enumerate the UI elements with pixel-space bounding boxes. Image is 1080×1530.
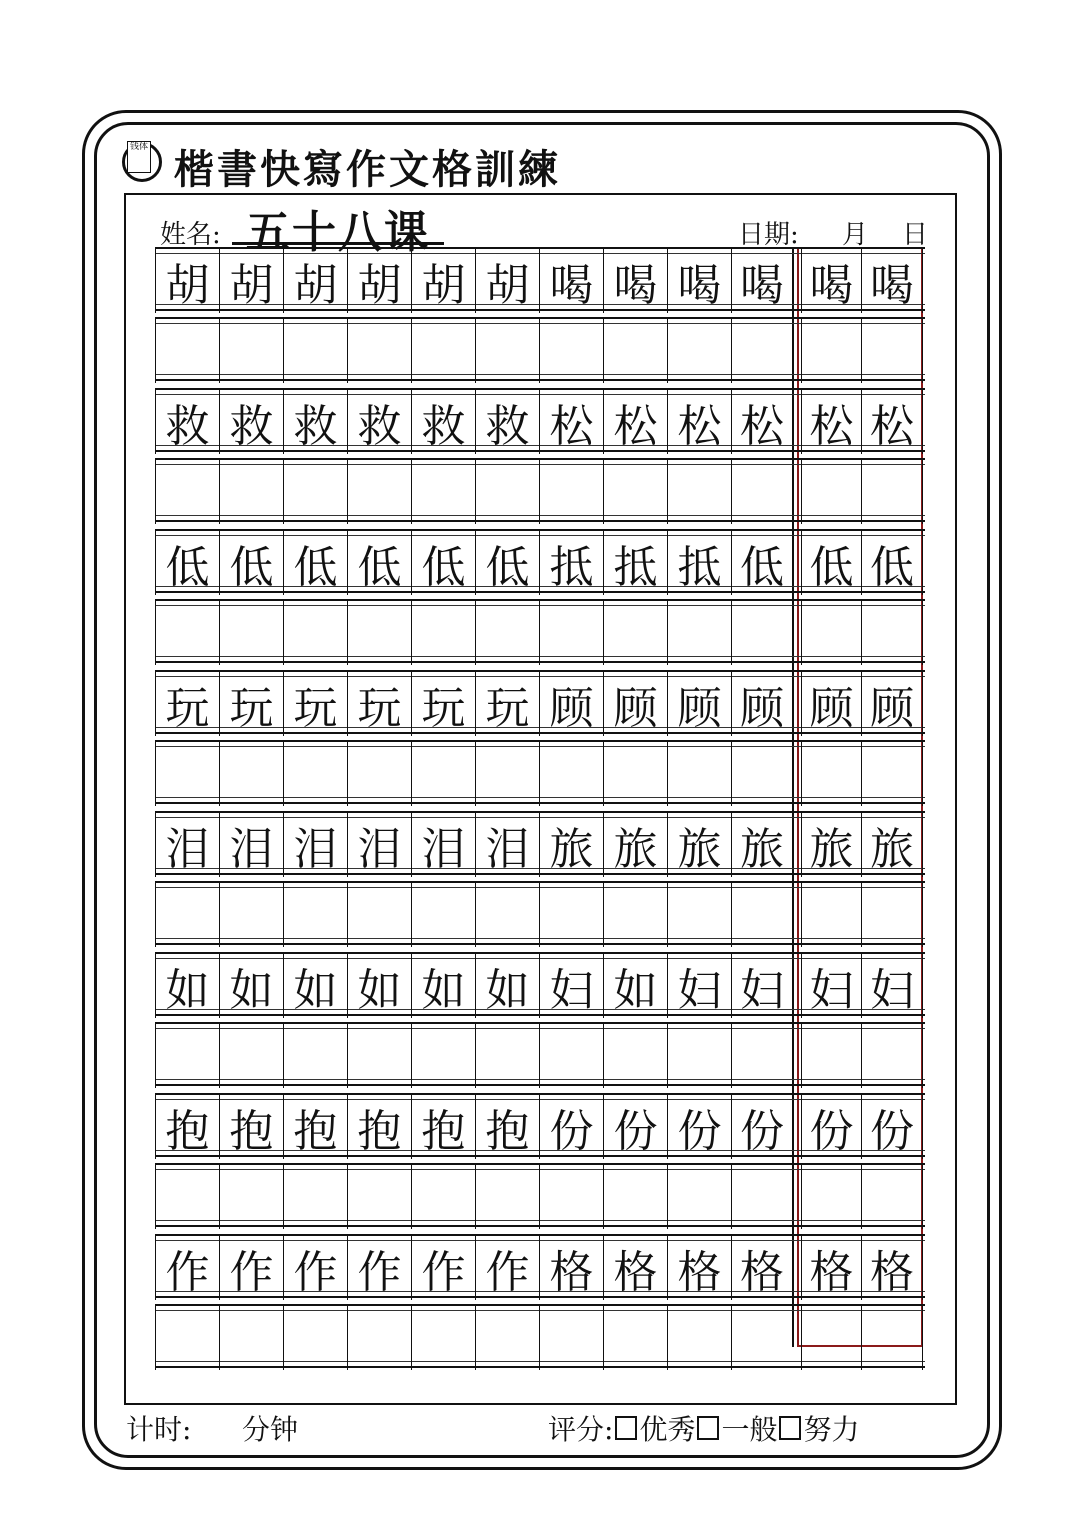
blank-cell[interactable] <box>219 460 283 524</box>
blank-cell[interactable] <box>347 601 411 665</box>
practice-char-cell[interactable]: 救 <box>347 390 411 454</box>
date-label: 日期: <box>738 220 799 250</box>
blank-row <box>155 458 925 522</box>
practice-char-cell[interactable]: 份 <box>861 1095 923 1159</box>
practice-char-cell[interactable]: 胡 <box>347 249 411 313</box>
practice-char-cell[interactable]: 格 <box>603 1236 667 1300</box>
practice-char-cell[interactable]: 顾 <box>667 672 731 736</box>
blank-cell[interactable] <box>219 883 283 947</box>
blank-cell[interactable] <box>861 601 923 665</box>
blank-row <box>155 1304 925 1368</box>
practice-char-cell[interactable]: 妇 <box>801 954 861 1018</box>
blank-cell[interactable] <box>731 742 792 806</box>
blank-cell[interactable] <box>155 1165 219 1229</box>
blank-cell[interactable] <box>475 883 539 947</box>
blank-cell[interactable] <box>283 1165 347 1229</box>
blank-cell[interactable] <box>155 460 219 524</box>
blank-cell[interactable] <box>603 601 667 665</box>
blank-cell[interactable] <box>539 601 603 665</box>
blank-row <box>155 1163 925 1227</box>
practice-char-cell[interactable]: 如 <box>411 954 475 1018</box>
score-checkbox-excellent[interactable] <box>615 1416 637 1440</box>
practice-char-cell[interactable]: 抵 <box>539 531 603 595</box>
practice-char-cell[interactable]: 喝 <box>667 249 731 313</box>
blank-cell[interactable] <box>347 1165 411 1229</box>
blank-cell[interactable] <box>801 460 861 524</box>
practice-char-cell[interactable]: 低 <box>861 531 923 595</box>
blank-cell[interactable] <box>283 1306 347 1370</box>
blank-cell[interactable] <box>411 319 475 383</box>
blank-cell[interactable] <box>731 1306 792 1370</box>
minutes-label: 分钟 <box>242 1413 299 1446</box>
practice-char-cell[interactable]: 玩 <box>411 672 475 736</box>
blank-cell[interactable] <box>603 319 667 383</box>
practice-char-cell[interactable]: 泪 <box>219 813 283 877</box>
blank-cell[interactable] <box>603 883 667 947</box>
practice-char-cell[interactable]: 抱 <box>347 1095 411 1159</box>
blank-cell[interactable] <box>347 460 411 524</box>
blank-cell[interactable] <box>667 319 731 383</box>
blank-cell[interactable] <box>347 1024 411 1088</box>
date-day-label: 日 <box>902 220 929 250</box>
blank-cell[interactable] <box>155 319 219 383</box>
practice-char-cell[interactable]: 胡 <box>155 249 219 313</box>
blank-cell[interactable] <box>801 742 861 806</box>
name-underline <box>232 242 444 245</box>
blank-cell[interactable] <box>283 601 347 665</box>
blank-cell[interactable] <box>475 319 539 383</box>
practice-char-cell[interactable]: 作 <box>155 1236 219 1300</box>
blank-cell[interactable] <box>667 1024 731 1088</box>
practice-char-cell[interactable]: 格 <box>731 1236 792 1300</box>
practice-char-cell[interactable]: 松 <box>731 390 792 454</box>
practice-char-cell[interactable]: 格 <box>539 1236 603 1300</box>
score-checkbox-effort[interactable] <box>779 1416 801 1440</box>
blank-cell[interactable] <box>801 601 861 665</box>
blank-cell[interactable] <box>219 742 283 806</box>
blank-cell[interactable] <box>411 1306 475 1370</box>
practice-char-cell[interactable]: 妇 <box>667 954 731 1018</box>
practice-row <box>155 1093 925 1157</box>
date-month-label: 月 <box>842 220 869 250</box>
practice-char-cell[interactable]: 玩 <box>347 672 411 736</box>
practice-char-cell[interactable]: 胡 <box>283 249 347 313</box>
practice-char-cell[interactable]: 低 <box>347 531 411 595</box>
practice-char-cell[interactable]: 作 <box>219 1236 283 1300</box>
practice-char-cell[interactable]: 旅 <box>539 813 603 877</box>
blank-cell[interactable] <box>667 883 731 947</box>
practice-char-cell[interactable]: 顾 <box>731 672 792 736</box>
blank-cell[interactable] <box>667 1165 731 1229</box>
blank-cell[interactable] <box>667 460 731 524</box>
blank-cell[interactable] <box>861 319 923 383</box>
practice-char-cell[interactable]: 泪 <box>155 813 219 877</box>
practice-char-cell[interactable]: 玩 <box>475 672 539 736</box>
blank-cell[interactable] <box>283 319 347 383</box>
practice-char-cell[interactable]: 份 <box>801 1095 861 1159</box>
practice-char-cell[interactable]: 松 <box>603 390 667 454</box>
blank-cell[interactable] <box>475 1306 539 1370</box>
practice-char-cell[interactable]: 作 <box>283 1236 347 1300</box>
blank-cell[interactable] <box>861 883 923 947</box>
blank-cell[interactable] <box>731 601 792 665</box>
practice-char-cell[interactable]: 旅 <box>731 813 792 877</box>
blank-cell[interactable] <box>155 1024 219 1088</box>
blank-cell[interactable] <box>801 1165 861 1229</box>
practice-char-cell[interactable]: 旅 <box>861 813 923 877</box>
blank-cell[interactable] <box>539 742 603 806</box>
practice-row <box>155 1234 925 1298</box>
practice-char-cell[interactable]: 救 <box>475 390 539 454</box>
practice-char-cell[interactable]: 如 <box>475 954 539 1018</box>
blank-cell[interactable] <box>667 1306 731 1370</box>
practice-char-cell[interactable]: 妇 <box>539 954 603 1018</box>
practice-char-cell[interactable]: 玩 <box>219 672 283 736</box>
blank-cell[interactable] <box>219 1024 283 1088</box>
blank-cell[interactable] <box>539 883 603 947</box>
blank-cell[interactable] <box>801 1306 861 1370</box>
name-field[interactable]: 五十八课 <box>246 207 430 258</box>
practice-char-cell[interactable]: 作 <box>411 1236 475 1300</box>
blank-cell[interactable] <box>347 1306 411 1370</box>
blank-row <box>155 599 925 663</box>
practice-char-cell[interactable]: 松 <box>667 390 731 454</box>
practice-char-cell[interactable]: 胡 <box>411 249 475 313</box>
practice-char-cell[interactable]: 格 <box>801 1236 861 1300</box>
blank-cell[interactable] <box>731 883 792 947</box>
blank-cell[interactable] <box>603 1306 667 1370</box>
blank-row <box>155 881 925 945</box>
blank-cell[interactable] <box>603 742 667 806</box>
practice-char-cell[interactable]: 救 <box>411 390 475 454</box>
score-option-effort: 努力 <box>803 1413 860 1446</box>
blank-cell[interactable] <box>155 1306 219 1370</box>
blank-cell[interactable] <box>475 1165 539 1229</box>
score-section <box>548 1408 859 1448</box>
blank-cell[interactable] <box>801 1024 861 1088</box>
seal-logo-icon <box>122 142 162 182</box>
practice-grid <box>155 247 925 1347</box>
practice-row <box>155 811 925 875</box>
practice-char-cell[interactable]: 松 <box>801 390 861 454</box>
practice-char-cell[interactable]: 泪 <box>283 813 347 877</box>
blank-cell[interactable] <box>283 460 347 524</box>
blank-cell[interactable] <box>219 601 283 665</box>
blank-cell[interactable] <box>411 883 475 947</box>
practice-char-cell[interactable]: 低 <box>283 531 347 595</box>
blank-cell[interactable] <box>539 1024 603 1088</box>
practice-char-cell[interactable]: 旅 <box>667 813 731 877</box>
practice-char-cell[interactable]: 如 <box>155 954 219 1018</box>
practice-char-cell[interactable]: 喝 <box>861 249 923 313</box>
practice-char-cell[interactable]: 格 <box>861 1236 923 1300</box>
practice-row <box>155 952 925 1016</box>
blank-cell[interactable] <box>475 601 539 665</box>
practice-char-cell[interactable]: 顾 <box>801 672 861 736</box>
practice-char-cell[interactable]: 抵 <box>667 531 731 595</box>
practice-row <box>155 247 925 311</box>
blank-cell[interactable] <box>731 319 792 383</box>
practice-char-cell[interactable]: 胡 <box>475 249 539 313</box>
blank-cell[interactable] <box>801 883 861 947</box>
practice-char-cell[interactable]: 妇 <box>861 954 923 1018</box>
practice-char-cell[interactable]: 松 <box>861 390 923 454</box>
blank-cell[interactable] <box>283 883 347 947</box>
blank-cell[interactable] <box>861 742 923 806</box>
blank-cell[interactable] <box>861 460 923 524</box>
score-option-excellent: 优秀 <box>639 1413 696 1446</box>
practice-char-cell[interactable]: 胡 <box>219 249 283 313</box>
practice-char-cell[interactable]: 作 <box>347 1236 411 1300</box>
practice-char-cell[interactable]: 低 <box>801 531 861 595</box>
practice-char-cell[interactable]: 低 <box>731 531 792 595</box>
practice-char-cell[interactable]: 泪 <box>475 813 539 877</box>
blank-cell[interactable] <box>475 742 539 806</box>
name-label: 姓名: <box>160 220 221 250</box>
blank-cell[interactable] <box>667 601 731 665</box>
practice-char-cell[interactable]: 作 <box>475 1236 539 1300</box>
blank-cell[interactable] <box>411 460 475 524</box>
practice-char-cell[interactable]: 喝 <box>539 249 603 313</box>
blank-cell[interactable] <box>219 1306 283 1370</box>
blank-cell[interactable] <box>603 460 667 524</box>
practice-char-cell[interactable]: 份 <box>603 1095 667 1159</box>
blank-cell[interactable] <box>411 742 475 806</box>
blank-cell[interactable] <box>283 1024 347 1088</box>
practice-char-cell[interactable]: 喝 <box>801 249 861 313</box>
practice-char-cell[interactable]: 份 <box>667 1095 731 1159</box>
page-title: 楷書快寫作文格訓練 <box>174 146 561 193</box>
blank-cell[interactable] <box>801 319 861 383</box>
practice-char-cell[interactable]: 低 <box>475 531 539 595</box>
practice-char-cell[interactable]: 份 <box>731 1095 792 1159</box>
blank-cell[interactable] <box>155 883 219 947</box>
blank-cell[interactable] <box>347 319 411 383</box>
blank-cell[interactable] <box>411 601 475 665</box>
practice-char-cell[interactable]: 妇 <box>731 954 792 1018</box>
practice-char-cell[interactable]: 如 <box>219 954 283 1018</box>
practice-char-cell[interactable]: 救 <box>283 390 347 454</box>
practice-char-cell[interactable]: 如 <box>283 954 347 1018</box>
practice-char-cell[interactable]: 顾 <box>539 672 603 736</box>
practice-char-cell[interactable]: 抱 <box>475 1095 539 1159</box>
practice-row <box>155 529 925 593</box>
blank-row <box>155 317 925 381</box>
practice-char-cell[interactable]: 低 <box>155 531 219 595</box>
practice-row <box>155 670 925 734</box>
blank-row <box>155 1022 925 1086</box>
blank-cell[interactable] <box>283 742 347 806</box>
blank-cell[interactable] <box>475 460 539 524</box>
practice-char-cell[interactable]: 顾 <box>603 672 667 736</box>
practice-char-cell[interactable]: 低 <box>219 531 283 595</box>
blank-cell[interactable] <box>155 742 219 806</box>
practice-char-cell[interactable]: 救 <box>219 390 283 454</box>
blank-cell[interactable] <box>861 1024 923 1088</box>
practice-char-cell[interactable]: 如 <box>347 954 411 1018</box>
blank-cell[interactable] <box>539 1306 603 1370</box>
practice-char-cell[interactable]: 旅 <box>801 813 861 877</box>
blank-cell[interactable] <box>347 883 411 947</box>
blank-cell[interactable] <box>219 1165 283 1229</box>
practice-char-cell[interactable]: 抵 <box>603 531 667 595</box>
blank-cell[interactable] <box>539 319 603 383</box>
practice-char-cell[interactable]: 如 <box>603 954 667 1018</box>
blank-cell[interactable] <box>603 1165 667 1229</box>
practice-char-cell[interactable]: 抱 <box>155 1095 219 1159</box>
practice-char-cell[interactable]: 抱 <box>283 1095 347 1159</box>
practice-char-cell[interactable]: 格 <box>667 1236 731 1300</box>
blank-cell[interactable] <box>731 460 792 524</box>
blank-cell[interactable] <box>475 1024 539 1088</box>
practice-char-cell[interactable]: 泪 <box>411 813 475 877</box>
practice-char-cell[interactable]: 旅 <box>603 813 667 877</box>
blank-cell[interactable] <box>667 742 731 806</box>
score-checkbox-average[interactable] <box>697 1416 719 1440</box>
practice-char-cell[interactable]: 抱 <box>219 1095 283 1159</box>
blank-cell[interactable] <box>539 1165 603 1229</box>
blank-cell[interactable] <box>861 1306 923 1370</box>
score-option-average: 一般 <box>721 1413 778 1446</box>
blank-cell[interactable] <box>731 1165 792 1229</box>
practice-char-cell[interactable]: 抱 <box>411 1095 475 1159</box>
practice-char-cell[interactable]: 玩 <box>283 672 347 736</box>
practice-char-cell[interactable]: 救 <box>155 390 219 454</box>
score-label: 评分: <box>548 1413 614 1446</box>
practice-char-cell[interactable]: 泪 <box>347 813 411 877</box>
timer-label: 计时: <box>126 1413 192 1446</box>
practice-char-cell[interactable]: 松 <box>539 390 603 454</box>
practice-char-cell[interactable]: 顾 <box>861 672 923 736</box>
blank-cell[interactable] <box>411 1165 475 1229</box>
blank-cell[interactable] <box>603 1024 667 1088</box>
practice-char-cell[interactable]: 玩 <box>155 672 219 736</box>
blank-cell[interactable] <box>411 1024 475 1088</box>
practice-char-cell[interactable]: 低 <box>411 531 475 595</box>
blank-cell[interactable] <box>731 1024 792 1088</box>
blank-row <box>155 740 925 804</box>
blank-cell[interactable] <box>347 742 411 806</box>
practice-char-cell[interactable]: 喝 <box>603 249 667 313</box>
blank-cell[interactable] <box>539 460 603 524</box>
practice-row <box>155 388 925 452</box>
practice-char-cell[interactable]: 喝 <box>731 249 792 313</box>
blank-cell[interactable] <box>861 1165 923 1229</box>
blank-cell[interactable] <box>219 319 283 383</box>
blank-cell[interactable] <box>155 601 219 665</box>
seal-logo-text: 钱体 <box>127 141 151 173</box>
practice-char-cell[interactable]: 份 <box>539 1095 603 1159</box>
